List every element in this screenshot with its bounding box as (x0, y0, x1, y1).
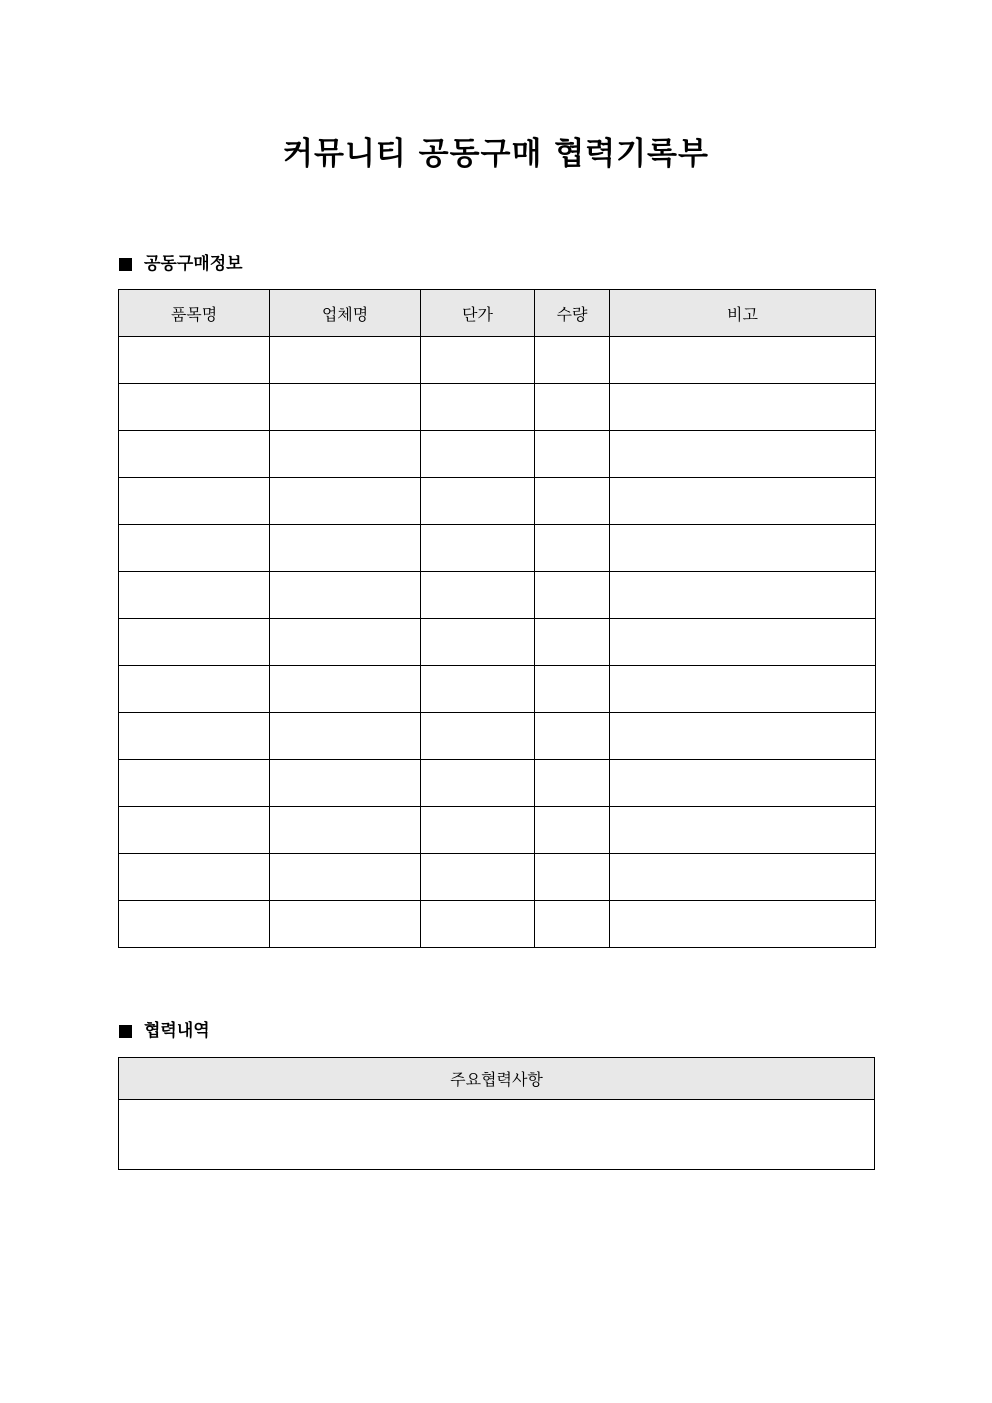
column-header-item-name: 품목명 (119, 290, 270, 337)
quantity-cell[interactable] (535, 478, 610, 525)
column-header-quantity: 수량 (535, 290, 610, 337)
remarks-cell[interactable] (610, 478, 876, 525)
item-name-cell[interactable] (119, 384, 270, 431)
table-row (119, 384, 876, 431)
remarks-cell[interactable] (610, 901, 876, 948)
unit-price-cell[interactable] (421, 760, 535, 807)
unit-price-cell[interactable] (421, 713, 535, 760)
vendor-name-cell[interactable] (270, 666, 421, 713)
purchase-section-heading (119, 253, 243, 275)
column-header-main-cooperation: 주요협력사항 (119, 1058, 875, 1100)
column-header-remarks: 비고 (610, 290, 876, 337)
unit-price-cell[interactable] (421, 431, 535, 478)
quantity-cell[interactable] (535, 619, 610, 666)
item-name-cell[interactable] (119, 666, 270, 713)
unit-price-cell[interactable] (421, 384, 535, 431)
remarks-cell[interactable] (610, 666, 876, 713)
vendor-name-cell[interactable] (270, 760, 421, 807)
cooperation-section-heading (119, 1020, 210, 1042)
table-row (119, 478, 876, 525)
vendor-name-cell[interactable] (270, 337, 421, 384)
unit-price-cell[interactable] (421, 619, 535, 666)
table-row (119, 431, 876, 478)
item-name-cell[interactable] (119, 760, 270, 807)
unit-price-cell[interactable] (421, 572, 535, 619)
cooperation-section-label: 협력내역 (144, 1021, 210, 1041)
unit-price-cell[interactable] (421, 854, 535, 901)
remarks-cell[interactable] (610, 384, 876, 431)
item-name-cell[interactable] (119, 713, 270, 760)
cooperation-table (118, 1057, 875, 1170)
quantity-cell[interactable] (535, 901, 610, 948)
unit-price-cell[interactable] (421, 807, 535, 854)
remarks-cell[interactable] (610, 431, 876, 478)
quantity-cell[interactable] (535, 572, 610, 619)
table-header-row (119, 1058, 875, 1100)
table-row (119, 525, 876, 572)
item-name-cell[interactable] (119, 431, 270, 478)
vendor-name-cell[interactable] (270, 854, 421, 901)
unit-price-cell[interactable] (421, 478, 535, 525)
unit-price-cell[interactable] (421, 337, 535, 384)
table-row (119, 1100, 875, 1170)
cooperation-details-cell[interactable] (119, 1100, 875, 1170)
remarks-cell[interactable] (610, 760, 876, 807)
table-row (119, 901, 876, 948)
remarks-cell[interactable] (610, 572, 876, 619)
item-name-cell[interactable] (119, 854, 270, 901)
item-name-cell[interactable] (119, 572, 270, 619)
remarks-cell[interactable] (610, 525, 876, 572)
quantity-cell[interactable] (535, 525, 610, 572)
quantity-cell[interactable] (535, 713, 610, 760)
quantity-cell[interactable] (535, 337, 610, 384)
item-name-cell[interactable] (119, 807, 270, 854)
remarks-cell[interactable] (610, 854, 876, 901)
table-row (119, 760, 876, 807)
table-row (119, 619, 876, 666)
remarks-cell[interactable] (610, 713, 876, 760)
item-name-cell[interactable] (119, 337, 270, 384)
purchase-info-table (118, 289, 876, 948)
vendor-name-cell[interactable] (270, 525, 421, 572)
vendor-name-cell[interactable] (270, 901, 421, 948)
table-row (119, 713, 876, 760)
vendor-name-cell[interactable] (270, 384, 421, 431)
item-name-cell[interactable] (119, 619, 270, 666)
column-header-vendor-name: 업체명 (270, 290, 421, 337)
square-bullet-icon (119, 1025, 132, 1038)
item-name-cell[interactable] (119, 478, 270, 525)
table-row (119, 807, 876, 854)
vendor-name-cell[interactable] (270, 478, 421, 525)
remarks-cell[interactable] (610, 619, 876, 666)
quantity-cell[interactable] (535, 807, 610, 854)
item-name-cell[interactable] (119, 901, 270, 948)
item-name-cell[interactable] (119, 525, 270, 572)
vendor-name-cell[interactable] (270, 807, 421, 854)
remarks-cell[interactable] (610, 807, 876, 854)
vendor-name-cell[interactable] (270, 431, 421, 478)
unit-price-cell[interactable] (421, 666, 535, 713)
quantity-cell[interactable] (535, 384, 610, 431)
unit-price-cell[interactable] (421, 525, 535, 572)
unit-price-cell[interactable] (421, 901, 535, 948)
column-header-unit-price: 단가 (421, 290, 535, 337)
table-row (119, 666, 876, 713)
quantity-cell[interactable] (535, 431, 610, 478)
remarks-cell[interactable] (610, 337, 876, 384)
square-bullet-icon (119, 258, 132, 271)
quantity-cell[interactable] (535, 854, 610, 901)
table-row (119, 854, 876, 901)
purchase-section-label: 공동구매정보 (144, 254, 243, 274)
quantity-cell[interactable] (535, 760, 610, 807)
quantity-cell[interactable] (535, 666, 610, 713)
table-row (119, 337, 876, 384)
vendor-name-cell[interactable] (270, 619, 421, 666)
table-header-row (119, 290, 876, 337)
vendor-name-cell[interactable] (270, 713, 421, 760)
vendor-name-cell[interactable] (270, 572, 421, 619)
document-title: 커뮤니티 공동구매 협력기록부 (283, 136, 709, 172)
table-row (119, 572, 876, 619)
